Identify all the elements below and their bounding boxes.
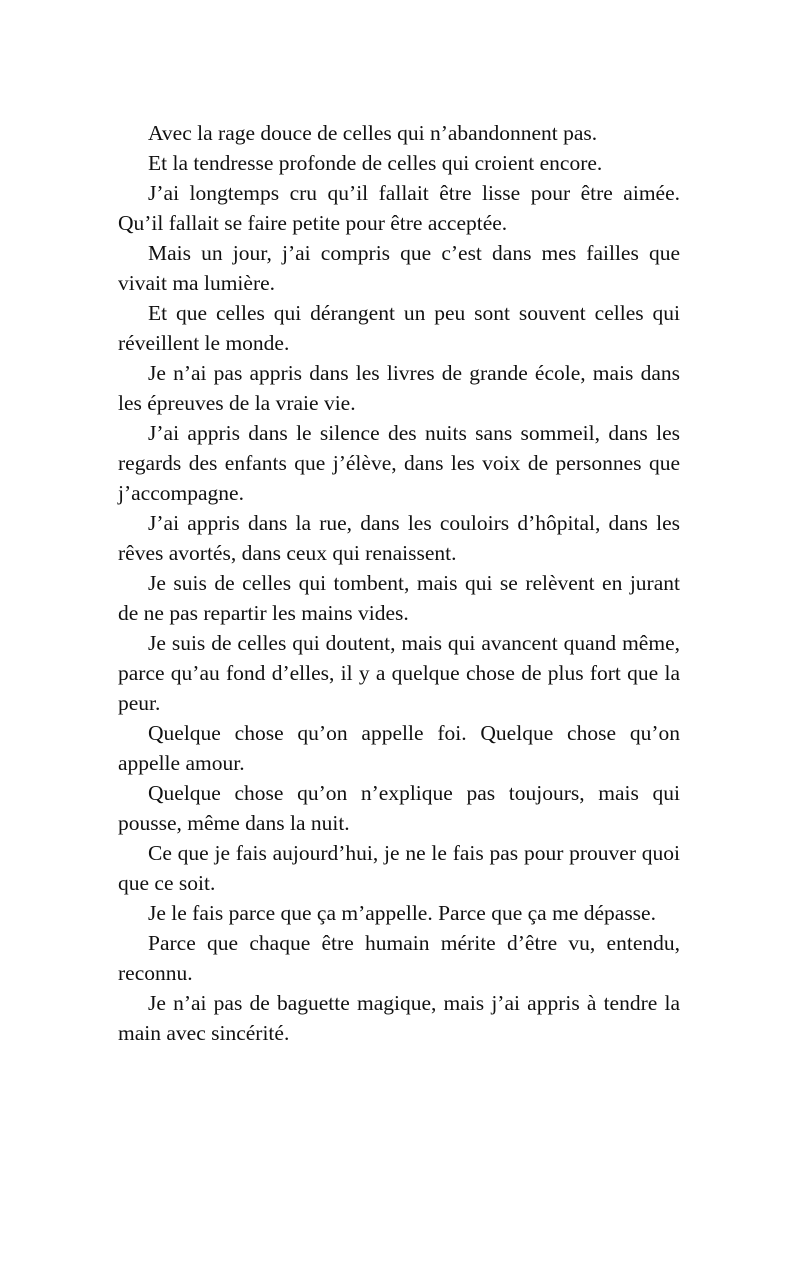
paragraph: Mais un jour, j’ai compris que c’est dans mes failles que vivait ma lumière. bbox=[118, 241, 680, 295]
paragraph: Parce que chaque être humain mérite d’être vu, entendu, reconnu. bbox=[118, 931, 680, 985]
paragraph: Je suis de celles qui tombent, mais qui se relèvent en jurant de ne pas repartir les mains vides. bbox=[118, 571, 680, 625]
paragraph: J’ai longtemps cru qu’il fallait être lisse pour être aimée. Qu’il fallait se faire petite pour être acceptée. bbox=[118, 181, 680, 235]
paragraph: Je n’ai pas de baguette magique, mais j’ai appris à tendre la main avec sincérité. bbox=[118, 991, 680, 1045]
paragraph: Je suis de celles qui doutent, mais qui avancent quand même, parce qu’au fond d’elles, il y a quelque chose de plus fort que la peur. bbox=[118, 631, 680, 715]
paragraph: Et la tendresse profonde de celles qui croient encore. bbox=[148, 151, 603, 175]
paragraph: Je le fais parce que ça m’appelle. Parce que ça me dépasse. bbox=[148, 901, 656, 925]
paragraph: Avec la rage douce de celles qui n’abandonnent pas. bbox=[148, 121, 598, 145]
book-page-text bbox=[118, 118, 680, 1048]
paragraph: Je n’ai pas appris dans les livres de grande école, mais dans les épreuves de la vraie vie. bbox=[118, 361, 680, 415]
paragraph: Quelque chose qu’on n’explique pas toujours, mais qui pousse, même dans la nuit. bbox=[118, 781, 680, 835]
paragraph: J’ai appris dans la rue, dans les couloirs d’hôpital, dans les rêves avortés, dans ceux qui renaissent. bbox=[118, 511, 680, 565]
paragraph: J’ai appris dans le silence des nuits sans sommeil, dans les regards des enfants que j’élève, dans les voix de personnes que j’accompagne. bbox=[118, 421, 680, 505]
paragraph: Quelque chose qu’on appelle foi. Quelque chose qu’on appelle amour. bbox=[118, 721, 680, 775]
paragraph: Ce que je fais aujourd’hui, je ne le fais pas pour prouver quoi que ce soit. bbox=[118, 841, 680, 895]
paragraph: Et que celles qui dérangent un peu sont souvent celles qui réveillent le monde. bbox=[118, 301, 680, 355]
